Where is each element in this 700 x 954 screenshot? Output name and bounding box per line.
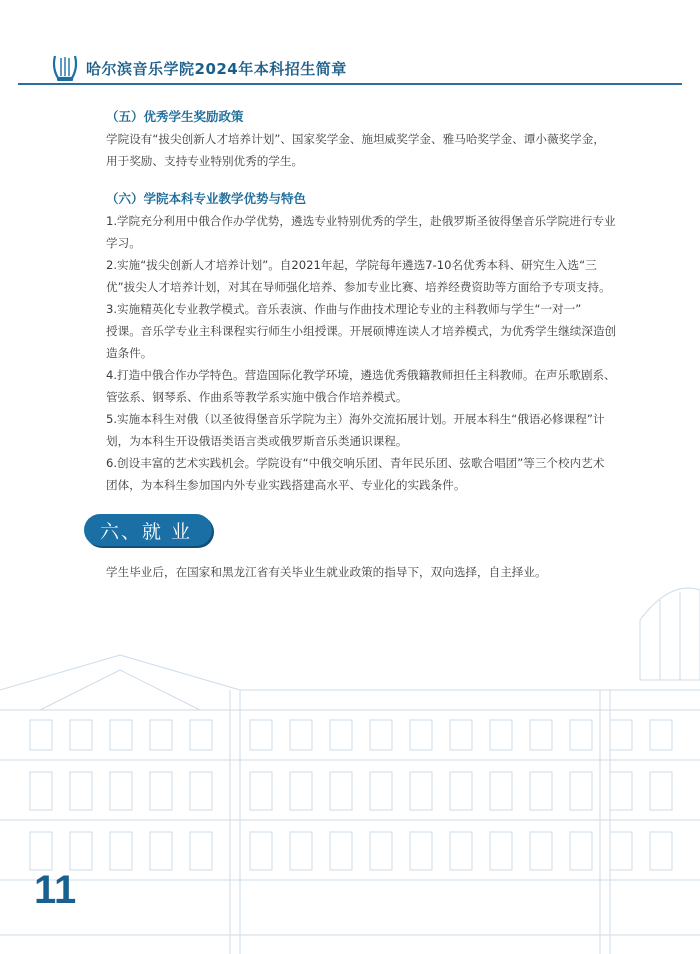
text-line: 3.实施精英化专业教学模式。音乐表演、作曲与作曲技术理论专业的主科教师与学生“一对一” xyxy=(106,302,582,316)
section-heading-advantages: （六）学院本科专业教学优势与特色 xyxy=(106,191,307,206)
employment-paragraph: 学生毕业后，在国家和黑龙江省有关毕业生就业政策的指导下，双向选择，自主择业。 xyxy=(106,565,547,579)
page-number: 11 xyxy=(34,868,77,912)
text-line: 管弦系、钢琴系、作曲系等教学系实施中俄合作培养模式。 xyxy=(106,390,408,404)
text-line: 优”拔尖人才培养计划，对其在导师强化培养、参加专业比赛、培养经费资助等方面给予专项支持。 xyxy=(106,280,611,294)
section-heading-scholarship: （五）优秀学生奖励政策 xyxy=(106,109,244,124)
banner-label: 六、就 业 xyxy=(100,521,193,543)
text-line: 1.学院充分利用中俄合作办学优势，遴选专业特别优秀的学生，赴俄罗斯圣彼得堡音乐学院进行专业 xyxy=(106,214,616,228)
section-banner-employment xyxy=(84,514,212,546)
text-line: 授课。音乐学专业主科课程实行师生小组授课。开展硕博连读人才培养模式，为优秀学生继续深造创 xyxy=(106,324,617,338)
scholarship-paragraph xyxy=(106,128,620,172)
text-line: 划，为本科生开设俄语类语言类或俄罗斯音乐类通识课程。 xyxy=(106,434,408,448)
text-line: 4.打造中俄合作办学特色。营造国际化教学环境，遴选优秀俄籍教师担任主科教师。在声乐歌剧系、 xyxy=(106,368,616,382)
header-title: 哈尔滨音乐学院2024年本科招生简章 xyxy=(86,60,347,78)
header-divider xyxy=(18,83,682,85)
text-line: 团体，为本科生参加国内外专业实践搭建高水平、专业化的实践条件。 xyxy=(106,478,466,492)
text-line: 5.实施本科生对俄（以圣彼得堡音乐学院为主）海外交流拓展计划。开展本科生“俄语必修课程”计 xyxy=(106,412,605,426)
advantages-paragraph xyxy=(106,210,620,496)
lyre-logo-icon xyxy=(50,52,80,84)
building-illustration xyxy=(0,560,700,954)
text-line: 学院设有“拔尖创新人才培养计划”、国家奖学金、施坦威奖学金、雅马哈奖学金、谭小薇奖学金， xyxy=(106,132,605,146)
text-line: 学习。 xyxy=(106,236,141,250)
text-line: 用于奖励、支持专业特别优秀的学生。 xyxy=(106,154,304,168)
text-line: 6.创设丰富的艺术实践机会。学院设有“中俄交响乐团、青年民乐团、弦歌合唱团”等三个校内艺术 xyxy=(106,456,605,470)
text-line: 造条件。 xyxy=(106,346,153,360)
text-line: 2.实施“拔尖创新人才培养计划”。自2021年起，学院每年遴选7-10名优秀本科、研究生入选“三 xyxy=(106,258,597,272)
